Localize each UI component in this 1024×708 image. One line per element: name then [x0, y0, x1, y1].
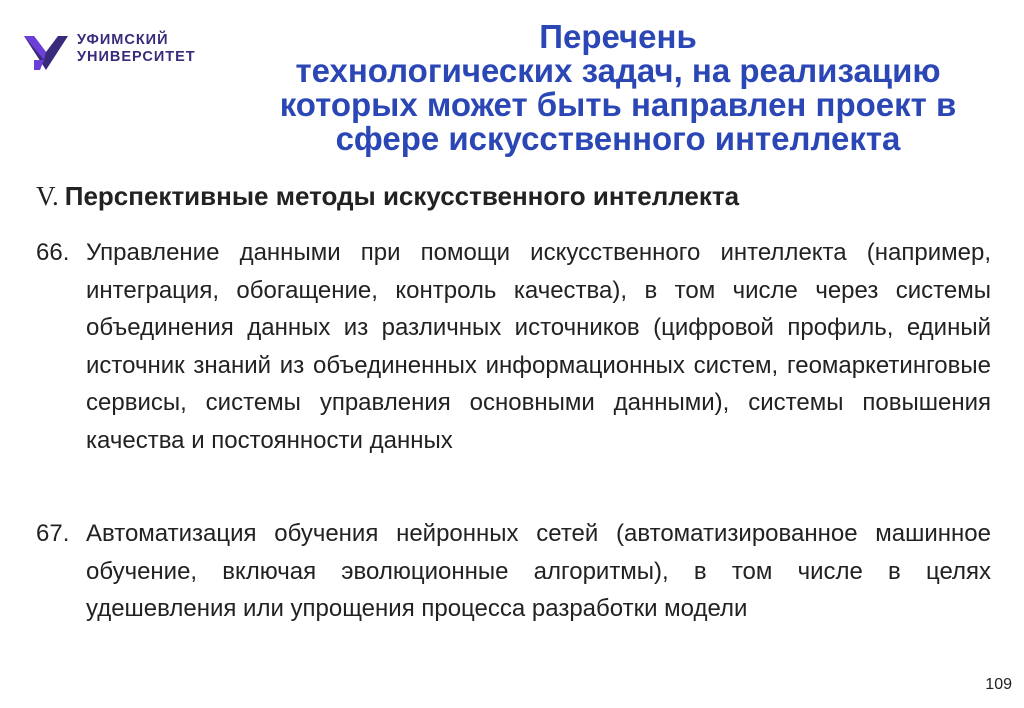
slide-title [212, 20, 1024, 156]
section-heading-text: Перспективные методы искусственного интеллекта [64, 181, 740, 211]
title-line-3: которых может быть направлен проект в [279, 86, 957, 123]
list-item-number: 66. [36, 239, 70, 266]
logo-line-2: УНИВЕРСИТЕТ [77, 49, 196, 65]
title-line-1: Перечень [539, 18, 697, 55]
logo-line-1: УФИМСКИЙ [77, 32, 169, 48]
title-line-2: технологических задач, на реализацию [295, 52, 941, 89]
title-line-4: сфере искусственного интеллекта [335, 120, 901, 157]
section-heading [36, 180, 739, 212]
section-numeral: V. [36, 181, 59, 211]
list-item-text: Управление данными при помощи искусственного интеллекта (например, интеграция, обогащение, контроль качества), в том числе через системы объединения данных из различных источников (цифровой профиль, единый источник знаний из объединенных информационных систем, геомаркетинговые сервисы, системы управления основными данными), системы повышения качества и постоянности данных [86, 239, 991, 454]
page-number: 109 [985, 676, 1012, 693]
university-logo [22, 30, 222, 76]
list-item-number: 67. [36, 520, 70, 547]
list-item [36, 515, 991, 628]
list-item [36, 234, 991, 459]
ufimsky-university-logo-icon [22, 30, 70, 76]
list-item-text: Автоматизация обучения нейронных сетей (автоматизированное машинное обучение, включая эволюционные алгоритмы), в том числе в целях удешевления или упрощения процесса разработки модели [86, 520, 991, 622]
logo-text [77, 32, 196, 66]
